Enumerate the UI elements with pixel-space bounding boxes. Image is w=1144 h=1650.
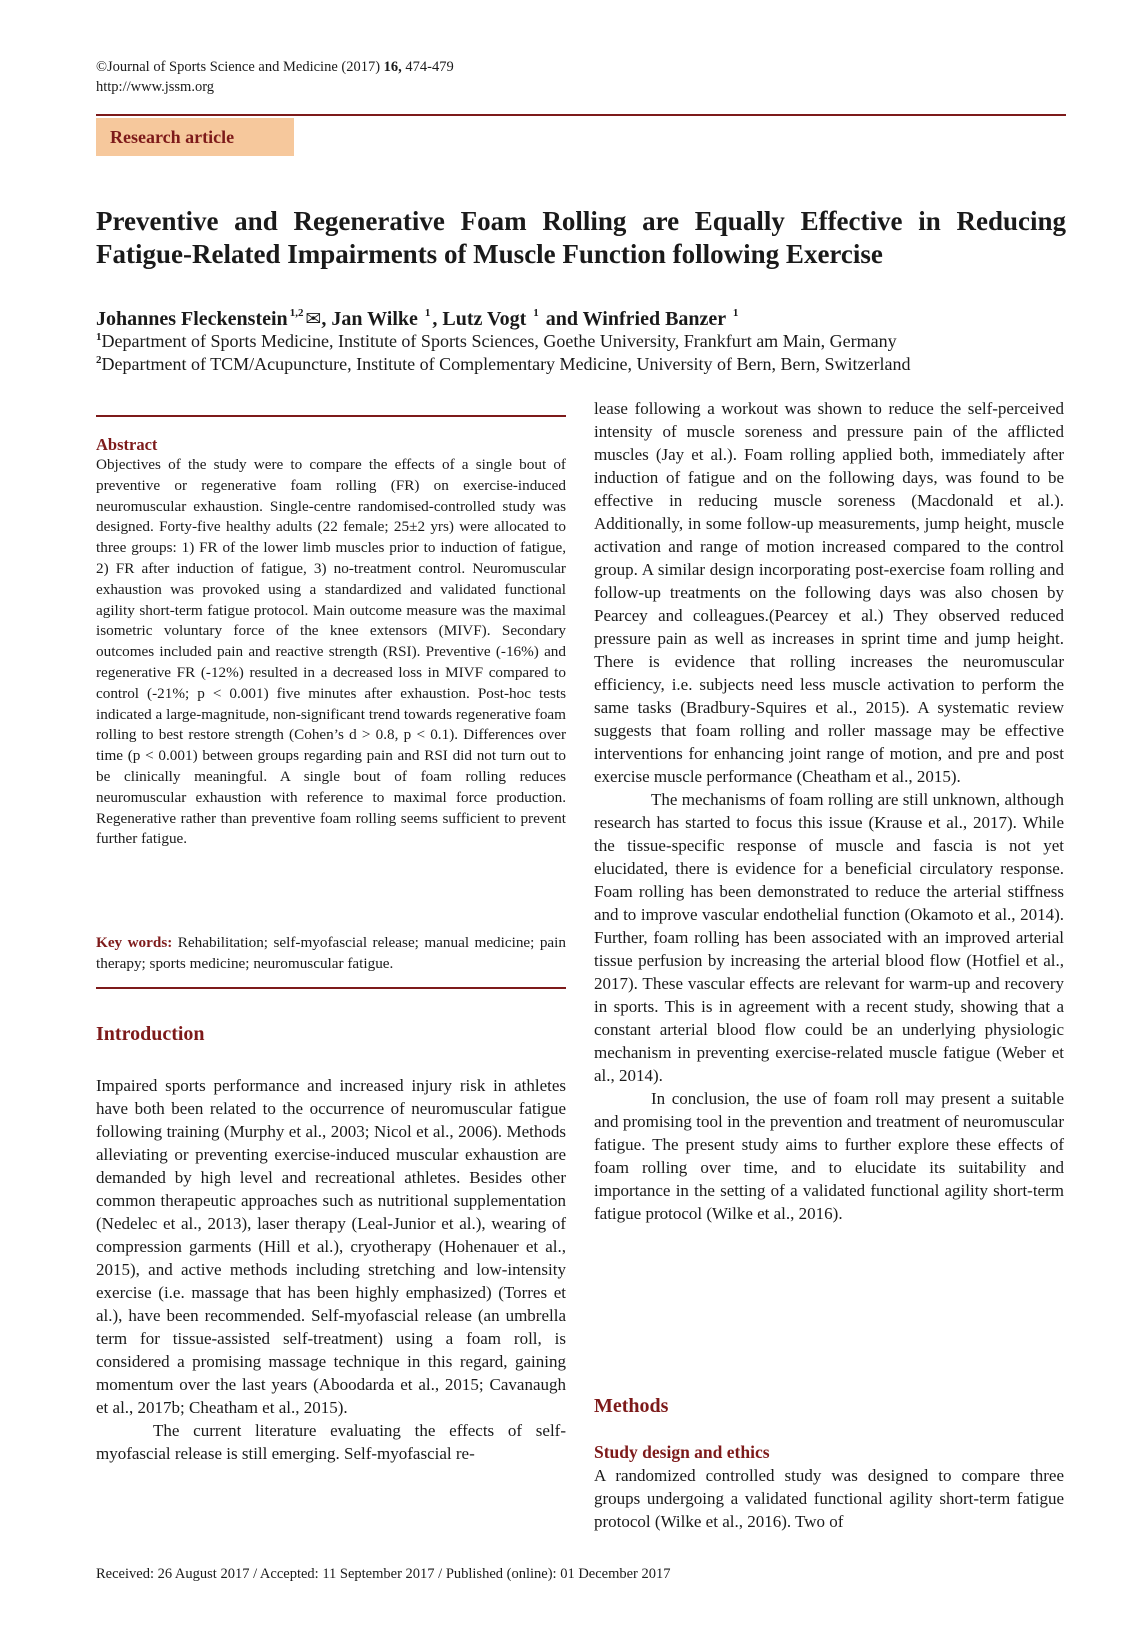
abstract-text: Objectives of the study were to compare the effects of a single bout of preventive or regenerative foam rolling (FR) on exercise-induced neuromuscular exhaustion. Single-centre randomised-controlled study was designed. Forty-five healthy adults (22 female; 25±2 yrs) were allocated to three groups: 1) FR of the lower limb muscles prior to induction of fatigue, 2) FR after induction of fatigue, 3) no-treatment control. Neuromuscular exhaustion was provoked using a standardized and validated functional agility short-term fatigue protocol. Main outcome measure was the maximal isometric voluntary force of the knee extensors (MIVF). Secondary outcomes included pain and reactive strength (RSI). Preventive (-16%) and regenerative FR (-12%) resulted in a decreased loss in MIVF compared to control (-21%; p < 0.001) five minutes after exhaustion. Post-hoc tests indicated a large-magnitude, non-significant trend towards regenerative foam rolling to best restore strength (Cohen’s d > 0.8, p < 0.1). Differences over time (p < 0.001) between groups regarding pain and RSI did not turn out to be clinically meaningful. A single bout of foam rolling reduces neuromuscular exhaustion with reference to maximal force production. Regenerative rather than preventive foam rolling seems sufficient to prevent further fatigue. bbox=[96, 456, 566, 848]
envelope-icon[interactable]: ✉ bbox=[305, 308, 322, 330]
author-name: Jan Wilke bbox=[331, 308, 418, 330]
journal-name: ©Journal of Sports Science and Medicine (2017) bbox=[96, 59, 384, 75]
affiliation-number: 2 bbox=[96, 354, 102, 366]
author-name: Johannes Fleckenstein bbox=[96, 308, 288, 330]
paragraph: The current literature evaluating the effects of self-myofascial release is still emerging. Self-myofascial re- bbox=[96, 1421, 566, 1463]
author-affiliation-ref: 1 bbox=[533, 307, 539, 319]
publication-dates: Received: 26 August 2017 / Accepted: 11 September 2017 / Published (online): 01 December 2017 bbox=[96, 1566, 671, 1582]
article-title: Preventive and Regenerative Foam Rolling are Equally Effective in Reducing Fatigue-Related Impairments of Muscle Function following Exercise bbox=[96, 206, 1066, 269]
header-divider bbox=[96, 114, 1066, 116]
keywords bbox=[96, 933, 566, 975]
author-separator: and bbox=[540, 308, 583, 330]
journal-url[interactable]: http://www.jssm.org bbox=[96, 79, 215, 95]
methods-body bbox=[594, 1464, 1064, 1533]
article-type-badge: Research article bbox=[96, 118, 294, 156]
introduction-heading: Introduction bbox=[96, 1023, 205, 1045]
affiliation-text: Department of Sports Medicine, Institute of Sports Sciences, Goethe University, Frankfurt am Main, Germany bbox=[101, 331, 897, 351]
author-affiliation-ref: 1,2 bbox=[289, 307, 304, 319]
journal-volume: 16, bbox=[383, 59, 402, 75]
author-name: Winfried Banzer bbox=[582, 308, 726, 330]
abstract-bottom-rule bbox=[96, 987, 566, 989]
keywords-label: Key words: bbox=[96, 934, 173, 951]
journal-citation bbox=[96, 57, 454, 97]
author-name: Lutz Vogt bbox=[442, 308, 527, 330]
author-affiliation-ref: 1 bbox=[424, 307, 431, 319]
paragraph: A randomized controlled study was designed to compare three groups undergoing a validated functional agility short-term fatigue protocol (Wilke et al., 2016). Two of bbox=[594, 1466, 1064, 1531]
author-affiliation-ref: 1 bbox=[732, 307, 739, 319]
author-separator: , bbox=[432, 308, 443, 330]
methods-heading: Methods bbox=[594, 1395, 669, 1417]
affiliation-text: Department of TCM/Acupuncture, Institute of Complementary Medicine, University of Bern, Bern, Switzerland bbox=[101, 354, 911, 374]
abstract-heading: Abstract bbox=[96, 435, 158, 454]
introduction-body bbox=[96, 1074, 566, 1465]
author-separator: , bbox=[321, 308, 332, 330]
paragraph: The mechanisms of foam rolling are still unknown, although research has started to focus this issue (Krause et al., 2017). While the tissue-specific response of muscle and fascia is not yet elucidated, there is evidence for a beneficial circulatory response. Foam rolling has been demonstrated to reduce the arterial stiffness and to improve vascular endothelial function (Okamoto et al., 2014). Further, foam rolling has been associated with an improved arterial tissue perfusion by increasing the arterial blood flow (Hotfiel et al., 2017). These vascular effects are relevant for warm-up and recovery in sports. This is in agreement with a recent study, showing that a constant arterial blood flow could be an underlying physiologic mechanism in preventing exercise-related muscle fatigue (Weber et al., 2014). bbox=[594, 790, 1064, 1085]
paragraph: In conclusion, the use of foam roll may present a suitable and promising tool in the prevention and treatment of neuromuscular fatigue. The present study aims to further explore these effects of foam rolling over time, and to elucidate its suitability and importance in the setting of a validated functional agility short-term fatigue protocol (Wilke et al., 2016). bbox=[594, 1089, 1064, 1223]
journal-pages: 474-479 bbox=[401, 59, 454, 75]
methods-subheading: Study design and ethics bbox=[594, 1442, 770, 1462]
affiliation-number: 1 bbox=[96, 331, 102, 343]
affiliation-2 bbox=[96, 349, 910, 376]
right-column-body bbox=[594, 397, 1064, 1225]
paragraph: Impaired sports performance and increased injury risk in athletes have both been related to the occurrence of neuromuscular fatigue following training (Murphy et al., 2003; Nicol et al., 2006). Methods alleviating or preventing exercise-induced muscular exhaustion are demanded by high level and recreational athletes. Besides other common therapeutic approaches such as nutritional supplementation (Nedelec et al., 2013), laser therapy (Leal-Junior et al.), wearing of compression garments (Hill et al.), cryotherapy (Hohenauer et al., 2015), and active methods including stretching and low-intensity exercise (i.e. massage that has been highly emphasized) (Torres et al.), have been recommended. Self-myofascial release (an umbrella term for tissue-assisted self-treatment) using a foam roll, is considered a promising massage technique in this regard, gaining momentum over the last years (Aboodarda et al., 2015; Cavanaugh et al., 2017b; Cheatham et al., 2015). bbox=[96, 1076, 566, 1417]
abstract-top-rule bbox=[96, 415, 566, 417]
paragraph: lease following a workout was shown to reduce the self-perceived intensity of muscle soreness and pressure pain of the afflicted muscles (Jay et al.). Foam rolling applied both, immediately after induction of fatigue and on the following days, was found to be effective in reducing muscle soreness (Macdonald et al.). Additionally, in some follow-up measurements, jump height, muscle activation and range of motion increased compared to the control group. A similar design incorporating post-exercise foam rolling and follow-up treatments on the following days was also chosen by Pearcey and colleagues.(Pearcey et al.) They observed reduced pressure pain as well as increases in sprint time and jump height. There is evidence that rolling increases the neuromuscular efficiency, i.e. subjects need less muscle activation to perform the same tasks (Bradbury-Squires et al., 2015). A systematic review suggests that foam rolling and roller massage may be effective interventions for enhancing joint range of motion, and pre and post exercise muscle performance (Cheatham et al., 2015). bbox=[594, 399, 1064, 786]
keywords-text: Rehabilitation; self-myofascial release; manual medicine; pain therapy; sports medicine; neuromuscular fatigue. bbox=[96, 934, 566, 972]
